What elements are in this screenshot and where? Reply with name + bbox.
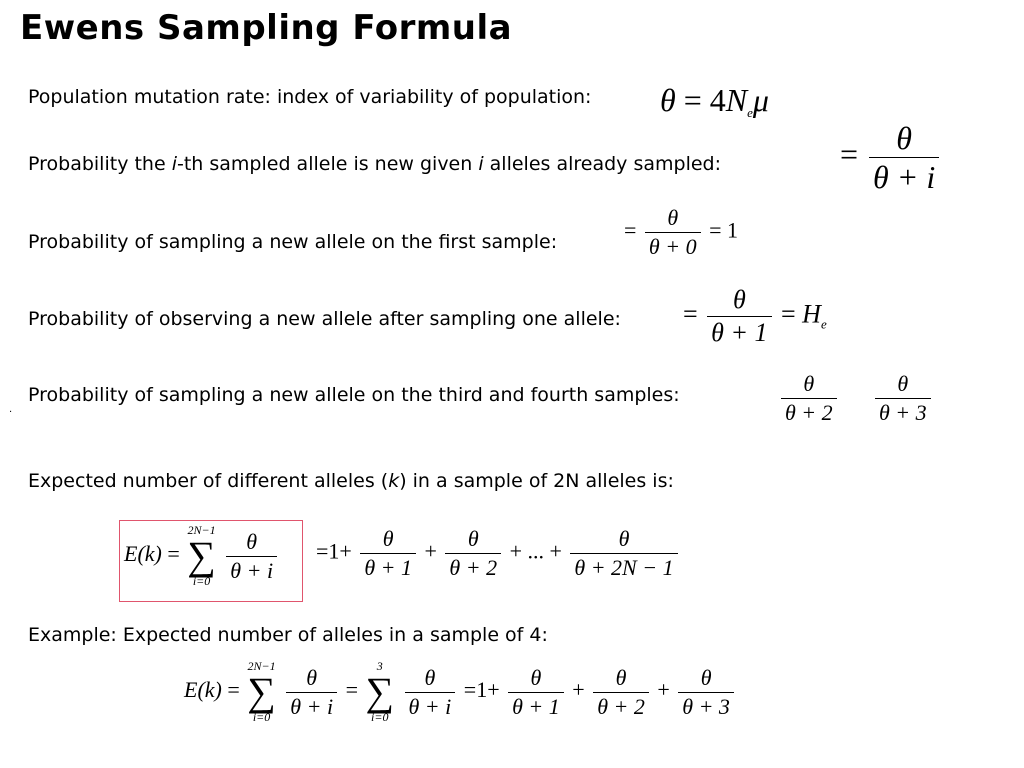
equals-sign: = bbox=[227, 677, 240, 703]
one-plus: 1+ bbox=[328, 538, 352, 564]
summation bbox=[187, 524, 216, 588]
fraction bbox=[405, 664, 456, 719]
example-text: Example: Expected number of alleles in a sample of 4: bbox=[28, 624, 548, 646]
fraction bbox=[226, 528, 277, 583]
text-segment: alleles already sampled: bbox=[483, 153, 721, 175]
fraction bbox=[508, 664, 564, 719]
sum-lower-limit: i=0 bbox=[252, 710, 271, 725]
fourth-sample-formula bbox=[872, 373, 934, 424]
numerator: θ bbox=[615, 664, 627, 690]
third-sample-formula bbox=[778, 373, 840, 424]
equals-sign: = bbox=[463, 677, 477, 703]
third-fourth-text: Probability of sampling a new allele on the third and fourth samples: bbox=[28, 384, 680, 406]
mu-symbol: μ bbox=[752, 82, 769, 118]
H-symbol: H bbox=[802, 299, 821, 329]
fraction bbox=[286, 664, 337, 719]
text-italic-i: i bbox=[171, 153, 177, 175]
text-segment: Expected number of different alleles ( bbox=[28, 470, 389, 492]
denominator: θ + i bbox=[408, 693, 452, 719]
numerator: θ bbox=[896, 120, 912, 156]
equals-sign: = bbox=[167, 541, 180, 567]
numerator: θ bbox=[467, 526, 479, 551]
page-title: Ewens Sampling Formula bbox=[20, 8, 513, 48]
equals-sign: = bbox=[683, 82, 702, 118]
numerator: θ bbox=[803, 371, 815, 396]
numerator: θ bbox=[306, 664, 318, 690]
first-sample-formula bbox=[624, 207, 738, 258]
equals-sign: = bbox=[709, 217, 722, 243]
plus-sign: + bbox=[657, 677, 670, 703]
number-one: 1 bbox=[727, 217, 738, 243]
sigma-symbol: ∑ bbox=[187, 533, 216, 579]
fraction bbox=[593, 664, 649, 719]
plus-ellipsis-plus: + ... + bbox=[509, 538, 562, 564]
E-of-k: E(k) bbox=[184, 677, 222, 703]
theta-symbol: θ bbox=[660, 82, 676, 118]
denominator: θ + i bbox=[873, 159, 936, 195]
equals-sign: = bbox=[345, 677, 358, 703]
subscript-e: e bbox=[820, 316, 827, 332]
mutation-rate-formula bbox=[660, 84, 769, 119]
subscript-e: e bbox=[747, 105, 753, 120]
number-four: 4 bbox=[709, 82, 726, 118]
denominator: θ + 2 bbox=[597, 693, 645, 719]
numerator: θ bbox=[700, 664, 712, 690]
sigma-symbol: ∑ bbox=[247, 669, 276, 715]
expected-sum-formula bbox=[124, 524, 280, 588]
sum-lower-limit: i=0 bbox=[371, 710, 389, 725]
mutation-rate-text: Population mutation rate: index of variability of population: bbox=[28, 86, 592, 108]
sigma-symbol: ∑ bbox=[365, 669, 394, 715]
denominator: θ + 2 bbox=[449, 555, 498, 580]
numerator: θ bbox=[424, 664, 436, 690]
plus-sign: + bbox=[572, 677, 585, 703]
expanded-sum-formula bbox=[316, 528, 681, 579]
ith-allele-text bbox=[28, 153, 721, 175]
equals-sign: = bbox=[781, 299, 796, 329]
numerator: θ bbox=[618, 526, 630, 551]
fraction bbox=[869, 122, 939, 193]
numerator: θ bbox=[382, 526, 394, 551]
ith-allele-formula bbox=[840, 122, 942, 193]
fraction bbox=[781, 373, 837, 424]
text-segment: -th sampled allele is new given bbox=[176, 153, 479, 175]
text-segment: Probability the bbox=[28, 153, 172, 175]
numerator: θ bbox=[732, 285, 746, 314]
denominator: θ + 2N − 1 bbox=[574, 555, 674, 580]
denominator: θ + 1 bbox=[711, 318, 768, 347]
text-italic-i: i bbox=[478, 153, 484, 175]
summation bbox=[365, 660, 394, 724]
numerator: θ bbox=[897, 371, 909, 396]
stray-dot: · bbox=[9, 407, 13, 418]
fraction bbox=[360, 528, 416, 579]
denominator: θ + 3 bbox=[879, 400, 927, 425]
equals-sign: = bbox=[624, 217, 637, 243]
denominator: θ + i bbox=[290, 693, 334, 719]
text-italic-k: k bbox=[388, 470, 400, 492]
fraction bbox=[875, 373, 931, 424]
fraction bbox=[645, 207, 701, 258]
denominator: θ + 3 bbox=[682, 693, 730, 719]
denominator: θ + 2 bbox=[785, 400, 833, 425]
first-sample-text: Probability of sampling a new allele on the first sample: bbox=[28, 231, 558, 253]
after-one-text: Probability of observing a new allele after sampling one allele: bbox=[28, 308, 621, 330]
denominator: θ + i bbox=[230, 557, 274, 583]
plus-sign: + bbox=[424, 538, 437, 564]
equals-sign: = bbox=[840, 135, 859, 172]
sum-lower-limit: i=0 bbox=[192, 574, 211, 589]
numerator: θ bbox=[530, 664, 542, 690]
fraction bbox=[678, 664, 734, 719]
sum-upper-limit: 2N−1 bbox=[187, 523, 216, 537]
example-formula bbox=[184, 660, 737, 724]
sum-upper-limit: 3 bbox=[376, 659, 383, 673]
denominator: θ + 0 bbox=[648, 234, 697, 259]
denominator: θ + 1 bbox=[512, 693, 560, 719]
summation bbox=[247, 660, 276, 724]
fraction bbox=[445, 528, 501, 579]
numerator: θ bbox=[246, 528, 258, 554]
numerator: θ bbox=[667, 205, 679, 230]
after-one-formula bbox=[683, 287, 827, 346]
equals-sign: = bbox=[683, 299, 698, 329]
equals-sign: = bbox=[316, 538, 329, 564]
denominator: θ + 1 bbox=[364, 555, 412, 580]
E-of-k: E(k) bbox=[124, 541, 162, 567]
text-segment: ) in a sample of 2N alleles is: bbox=[399, 470, 674, 492]
sum-upper-limit: 2N−1 bbox=[247, 659, 276, 673]
fraction bbox=[570, 528, 677, 579]
expected-number-text bbox=[28, 470, 674, 492]
one-plus: 1+ bbox=[476, 677, 500, 703]
fraction bbox=[707, 287, 771, 346]
N-symbol: N bbox=[725, 82, 748, 118]
